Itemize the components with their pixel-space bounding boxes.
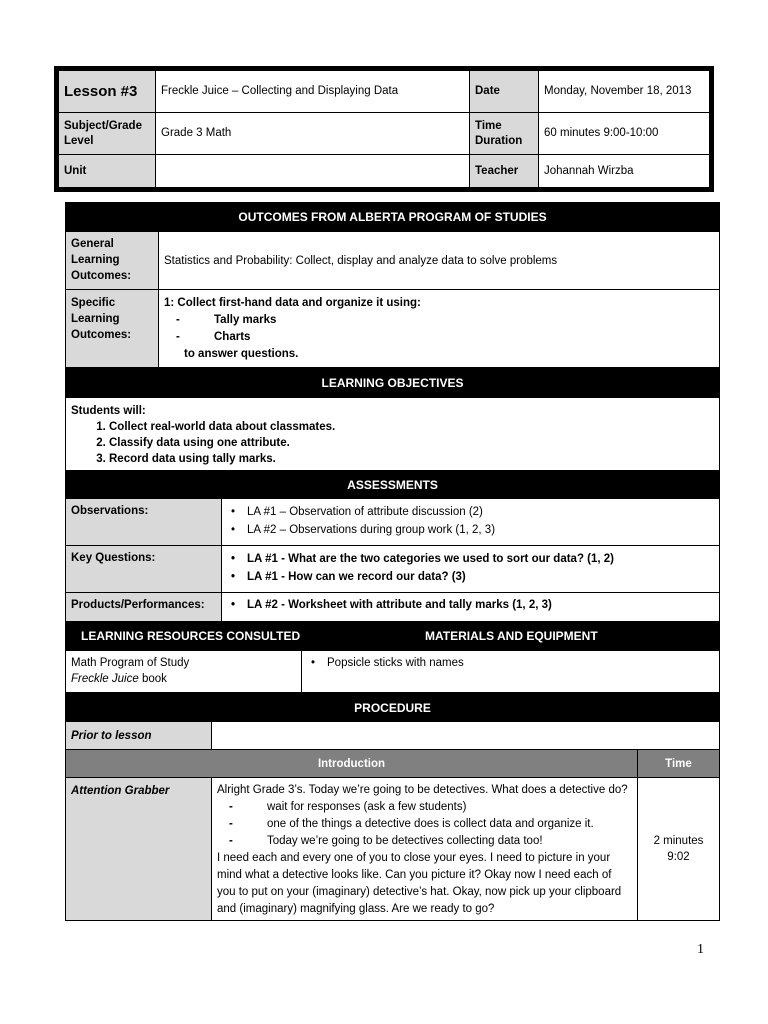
introduction-header-row [65, 749, 720, 778]
key-questions-label: Key Questions: [66, 546, 222, 592]
specific-outcomes-content [159, 290, 719, 367]
prior-to-lesson-label: Prior to lesson [66, 722, 212, 749]
products-content [222, 593, 719, 621]
resource-item: Math Program of Study [71, 657, 190, 669]
book-title: Freckle Juice [71, 673, 139, 685]
unit-label: Unit [59, 155, 156, 188]
product-item: • LA #2 - Worksheet with attribute and tally marks (1, 2, 3) [227, 597, 714, 613]
key-question-item: • LA #1 - What are the two categories we used to sort our data? (1, 2) [227, 550, 714, 568]
attention-time-clock: 9:02 [667, 851, 690, 863]
time-duration-label: Time Duration [470, 113, 539, 155]
lesson-title: Freckle Juice – Collecting and Displaying Data [156, 71, 470, 113]
procedure-heading: PROCEDURE [65, 693, 720, 722]
page-number: 1 [697, 942, 704, 957]
general-outcomes-label: General Learning Outcomes: [66, 232, 159, 289]
unit-value [156, 155, 470, 188]
specific-item: - Charts [164, 329, 714, 346]
specific-outcomes-outro: to answer questions. [184, 348, 299, 360]
products-row [65, 592, 720, 622]
observation-item: • LA #2 – Observations during group work (1, 2, 3) [227, 521, 714, 539]
materials-heading: MATERIALS AND EQUIPMENT [425, 629, 598, 643]
objective-item: 2. Classify data using one attribute. [109, 435, 714, 451]
observation-item: • LA #1 – Observation of attribute discussion (2) [227, 503, 714, 521]
date-value: Monday, November 18, 2013 [539, 71, 710, 113]
attention-time-duration: 2 minutes [653, 835, 704, 847]
attention-grabber-content [212, 778, 638, 920]
material-item: • Popsicle sticks with names [307, 655, 714, 671]
teacher-label: Teacher [470, 155, 539, 188]
attention-dash-item: - Today we’re going to be detectives collecting data too! [217, 833, 632, 850]
materials-content [302, 651, 719, 692]
key-question-item: • LA #1 - How can we record our data? (3) [227, 568, 714, 586]
lesson-header-table [54, 66, 714, 192]
time-duration-value: 60 minutes 9:00-10:00 [539, 113, 710, 155]
subject-label: Subject/Grade Level [59, 113, 156, 155]
resources-row [65, 650, 720, 693]
attention-dash-item: - one of the things a detective does is collect data and organize it. [217, 816, 632, 833]
objective-item: 1. Collect real-world data about classmates. [109, 419, 714, 435]
attention-line: Alright Grade 3’s. Today we’re going to be detectives. What does a detective do? [217, 784, 628, 796]
date-label: Date [470, 71, 539, 113]
time-heading: Time [665, 757, 692, 770]
observations-row [65, 498, 720, 546]
objectives-heading: LEARNING OBJECTIVES [65, 368, 720, 398]
general-outcomes-text: Statistics and Probability: Collect, display and analyze data to solve problems [164, 254, 558, 267]
attention-dash-item: - wait for responses (ask a few students) [217, 799, 632, 816]
specific-outcomes-label: Specific Learning Outcomes: [66, 290, 159, 367]
objective-item: 3. Record data using tally marks. [109, 451, 714, 467]
specific-outcomes-row [65, 289, 720, 368]
resources-heading-band [65, 621, 720, 651]
observations-label: Observations: [66, 499, 222, 545]
objectives-row [65, 397, 720, 471]
attention-time [638, 778, 719, 920]
objectives-intro: Students will: [71, 405, 146, 417]
book-suffix: book [138, 673, 167, 685]
resource-item-book [71, 671, 296, 687]
specific-item: - Tally marks [164, 312, 714, 329]
outcomes-heading: OUTCOMES FROM ALBERTA PROGRAM OF STUDIES [65, 202, 720, 232]
products-label: Products/Performances: [66, 593, 222, 621]
assessments-heading: ASSESSMENTS [65, 471, 720, 499]
resources-content [66, 651, 302, 692]
objectives-content [66, 398, 719, 470]
subject-value: Grade 3 Math [156, 113, 470, 155]
attention-grabber-row [65, 777, 720, 921]
key-questions-row [65, 545, 720, 593]
introduction-heading: Introduction [66, 750, 638, 777]
lesson-number: Lesson #3 [59, 71, 156, 113]
resources-heading: LEARNING RESOURCES CONSULTED [81, 629, 301, 643]
teacher-value: Johannah Wirzba [539, 155, 710, 188]
specific-outcomes-intro: 1: Collect first-hand data and organize it using: [164, 297, 421, 309]
attention-grabber-label: Attention Grabber [66, 778, 212, 920]
prior-to-lesson-row [65, 721, 720, 750]
general-outcomes-row [65, 231, 720, 290]
attention-paragraph: I need each and every one of you to close your eyes. I need to picture in your mind what a detective looks like. Can you picture it? Okay now I need each of you to put on your (imaginary) detective’s hat. Okay, now pick up your clipboard and (imaginary) magnifying glass. Are we ready to go? [217, 852, 622, 915]
key-questions-content [222, 546, 719, 592]
prior-to-lesson-value [212, 722, 719, 749]
observations-content [222, 499, 719, 545]
